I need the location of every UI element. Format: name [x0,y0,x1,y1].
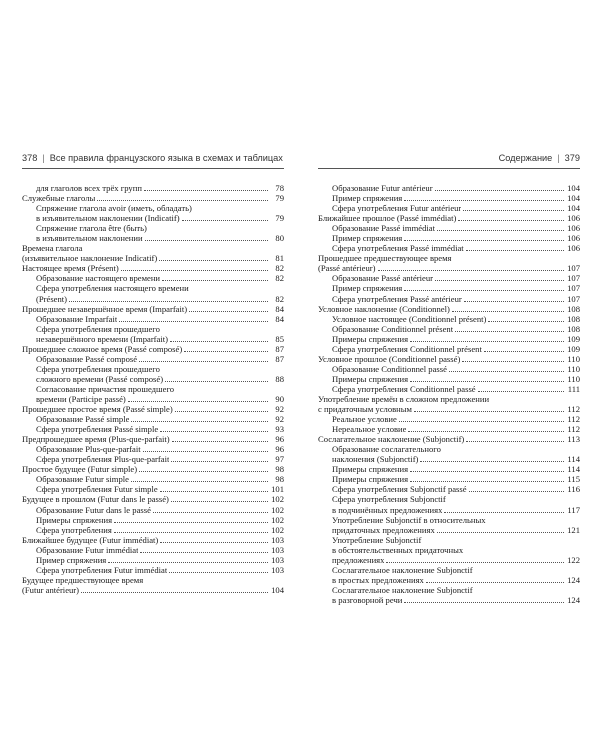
toc-entry [22,535,284,545]
dot-leader [399,421,564,422]
toc-entry-title: Прошедшее предшествующее время [318,253,452,264]
left-page-header [22,148,284,169]
right-page-header [318,148,580,169]
toc-entry [318,203,580,213]
toc-entry-title: Сфера употребления [36,524,112,535]
toc-page-number: 98 [275,474,284,485]
toc-entry-title: Прошедшее незавершённое время (Imparfait) [22,303,188,314]
toc-entry [318,233,580,243]
dot-leader [143,451,268,452]
toc-entry-title: Сфера употребления Conditionnel présent [332,343,482,354]
toc-entry-title: времени (Participe passé) [36,393,126,404]
toc-page-number: 103 [271,554,284,565]
toc-entry-title: Пример спряжения [36,554,107,565]
dot-leader [169,572,268,573]
toc-entry-title: Примеры спряжения [36,514,113,525]
dot-leader [435,190,564,191]
toc-entry [22,314,284,324]
book-title: Все правила французского языка в схемах и таблицах [49,153,283,163]
dot-leader [426,582,564,583]
dot-leader [469,491,564,492]
toc-entry-title: Образование Plus-que-parfait [36,444,141,455]
toc-entry [22,515,284,525]
dot-leader [462,361,564,362]
toc-page-number: 92 [275,414,284,425]
toc-entry-title: Реальное условие [332,414,397,425]
toc-page-number: 104 [567,203,580,214]
dot-leader [458,220,564,221]
toc-entry-title: Примеры спряжения [332,474,409,485]
toc-page-number: 108 [567,303,580,314]
toc-page-number: 107 [567,293,580,304]
toc-entry [22,454,284,464]
toc-page-number: 81 [275,253,284,264]
dot-leader [410,341,564,342]
toc-entry [318,273,580,283]
toc-page-number: 103 [271,564,284,575]
toc-entry [22,434,284,444]
toc-page-number: 112 [567,404,580,415]
left-page-number: 378 [22,153,38,163]
dot-leader [408,431,564,432]
toc-entry-title: Спряжение глагола avoir (иметь, обладать) [36,203,192,214]
toc-entry [22,555,284,565]
toc-entry [22,525,284,535]
dot-leader [69,301,268,302]
dot-leader [160,431,268,432]
toc-entry [318,314,580,324]
toc-page-number: 79 [275,213,284,224]
toc-entry [22,273,284,283]
toc-page-number: 106 [567,223,580,234]
toc-entry-title: (Passé antérieur) [318,263,376,274]
toc-entry-title: в изъявительном наклонении (Indicatif) [36,213,180,224]
toc-page-number: 82 [275,293,284,304]
toc-entry [22,263,284,273]
dot-leader [404,602,564,603]
toc-entry-title: предложениях [332,554,385,565]
toc-entry-title: Сослагательное наклонение Subjonctif [332,584,473,595]
toc-page-number: 124 [567,594,580,605]
dot-leader [410,471,564,472]
dot-leader [437,532,564,533]
toc-entry [318,394,580,414]
dot-leader [144,190,268,191]
right-page [318,148,580,605]
dot-leader [165,381,268,382]
toc-entry [318,304,580,314]
toc-entry-title: (Futur antérieur) [22,584,80,595]
toc-entry-title: (изъявительное наклонение Indicatif) [22,253,158,264]
toc-entry-title: Сослагательное наклонение Subjonctif [332,564,473,575]
toc-entry [22,344,284,354]
toc-entry [318,535,580,565]
toc-entry-title: Пример спряжения [332,233,403,244]
toc-entry [22,484,284,494]
toc-entry [318,183,580,193]
toc-entry-title: Образование Passé immédiat [332,223,435,234]
toc-entry-title: Образование Futur immédiat [36,544,139,555]
toc-page-number: 85 [275,333,284,344]
toc-entry-title: в разговорной речи [332,594,403,605]
toc-page-number: 124 [567,574,580,585]
toc-entry [318,515,580,535]
toc-entry-title: Примеры спряжения [332,464,409,475]
toc-entry [318,364,580,374]
toc-page-number: 108 [567,323,580,334]
toc-entry-title: Сфера употребления Conditionnel passé [332,383,476,394]
toc-entry-title: Спряжение глагола être (быть) [36,223,147,234]
toc-entry [22,414,284,424]
dot-leader [437,230,564,231]
toc-entry-title: Образование Futur simple [36,474,129,485]
toc-page-number: 110 [567,353,580,364]
toc-entry-title: Образование настоящего времени [36,273,161,284]
toc-page-number: 101 [271,484,284,495]
toc-entry [318,464,580,474]
toc-entry-title: Образование Imparfait [36,313,118,324]
dot-leader [160,491,268,492]
dot-leader [140,552,268,553]
toc-page-number: 78 [275,183,284,193]
toc-entry-title: Служебные глаголы [22,193,96,204]
toc-entry [318,223,580,233]
toc-entry [22,404,284,414]
toc-entry [22,354,284,364]
toc-entry-title: Будущее предшествующее время [22,574,144,585]
toc-entry [22,243,284,263]
toc-page-number: 107 [567,283,580,294]
toc-entry-title: Сфера употребления настоящего времени [36,283,189,294]
dot-leader [464,301,564,302]
toc-entry [318,324,580,334]
toc-page-number: 102 [271,494,284,505]
toc-entry-title: Сфера употребления Passé antérieur [332,293,462,304]
dot-leader [414,411,564,412]
toc-page-number: 98 [275,464,284,475]
toc-entry-title: Образование Passé antérieur [332,273,434,284]
dot-leader [404,200,564,201]
toc-entry [318,424,580,434]
toc-entry [318,585,580,605]
toc-entry-title: Сфера употребления Passé immédiat [332,243,464,254]
toc-page-number: 84 [275,303,284,314]
toc-page-number: 82 [275,273,284,284]
toc-entry-title: Условное наклонение (Conditionnel) [318,303,450,314]
toc-entry-title: Условное прошлое (Conditionnel passé) [318,353,461,364]
dot-leader [145,240,268,241]
toc-entry [318,474,580,484]
toc-entry [318,444,580,464]
dot-leader [159,260,268,261]
dot-leader [463,210,564,211]
toc-page-number: 87 [275,343,284,354]
toc-entry-title: Образование Futur antérieur [332,183,433,193]
dot-leader [139,361,268,362]
dot-leader [162,280,268,281]
toc-entry-title: Ближайшее прошлое (Passé immédiat) [318,213,457,224]
toc-entry [22,575,284,595]
section-title: Содержание [498,153,553,163]
toc-page-number: 111 [567,383,580,394]
toc-page-number: 102 [271,514,284,525]
left-page [22,148,284,595]
toc-page-number: 106 [567,233,580,244]
toc-entry-title: Нереальное условие [332,424,407,435]
toc-entry-title: (Présent) [36,293,68,304]
toc-entry-title: Образование Passé simple [36,414,130,425]
right-page-number: 379 [564,153,580,163]
toc-entry [22,384,284,404]
toc-page-number: 114 [567,454,580,465]
toc-page-number: 104 [567,193,580,204]
dot-leader [81,592,268,593]
dot-leader [449,371,564,372]
toc-entry-title: Сфера употребления Plus-que-parfait [36,454,170,465]
left-toc [22,183,284,595]
dot-leader [420,461,564,462]
dot-leader [114,522,268,523]
toc-entry-title: Условное настоящее (Conditionnel présent) [332,313,487,324]
toc-entry-title: в простых предложениях [332,574,424,585]
toc-entry [22,424,284,434]
dot-leader [444,512,564,513]
toc-entry [22,494,284,504]
toc-entry [318,294,580,304]
toc-page-number: 121 [567,524,580,535]
toc-page-number: 112 [567,414,580,425]
dot-leader [484,351,564,352]
dot-leader [153,512,268,513]
dot-leader [466,250,564,251]
toc-entry-title: Сфера употребления Subjonctif [332,494,446,505]
toc-entry-title: Будущее в прошлом (Futur dans le passé) [22,494,169,505]
toc-entry [318,283,580,293]
toc-entry-title: Сфера употребления Subjonctif passé [332,484,467,495]
dot-leader [175,411,268,412]
dot-leader [114,532,268,533]
toc-entry-title: Образование сослагательного [332,444,441,455]
toc-page-number: 110 [567,363,580,374]
toc-entry-title: наклонения (Subjonctif) [332,454,419,465]
toc-page-number: 97 [275,454,284,465]
dot-leader [404,240,564,241]
toc-entry [22,304,284,314]
toc-page-number: 88 [275,373,284,384]
dot-leader [189,311,268,312]
dot-leader [139,471,268,472]
toc-page-number: 93 [275,424,284,435]
toc-entry-title: Сфера употребления прошедшего [36,323,160,334]
toc-entry-title: Сфера употребления Futur simple [36,484,158,495]
toc-entry [22,505,284,515]
book-spread [22,148,580,618]
dot-leader [119,321,268,322]
toc-entry [318,384,580,394]
toc-entry-title: в изъявительном наклонении [36,233,143,244]
toc-entry-title: Настоящее время (Présent) [22,263,119,274]
toc-entry [22,223,284,243]
toc-entry-title: Сфера употребления Futur antérieur [332,203,462,214]
toc-entry-title: Предпрошедшее время (Plus-que-parfait) [22,434,170,445]
toc-page-number: 116 [567,484,580,495]
toc-entry-title: Сфера употребления Passé simple [36,424,159,435]
toc-page-number: 104 [567,183,580,193]
dot-leader [378,270,564,271]
toc-entry-title: с придаточным условным [318,404,412,415]
toc-entry-title: сложного времени (Passé composé) [36,373,164,384]
toc-entry-title: для глаголов всех трёх групп [36,183,142,193]
toc-entry-title: Примеры спряжения [332,333,409,344]
toc-entry [22,324,284,344]
toc-page-number: 102 [271,524,284,535]
toc-entry-title: Пример спряжения [332,283,403,294]
toc-entry-title: Ближайшее будущее (Futur immédiat) [22,534,159,545]
dot-leader [182,220,268,221]
toc-page-number: 107 [567,263,580,274]
toc-page-number: 115 [567,474,580,485]
toc-entry [318,354,580,364]
toc-entry-title: придаточных предложениях [332,524,435,535]
toc-page-number: 90 [275,393,284,404]
dot-leader [131,481,268,482]
dot-leader [171,461,268,462]
toc-entry-title: Согласование причастия прошедшего [36,383,175,394]
toc-entry-title: Сослагательное наклонение (Subjonctif) [318,434,465,445]
toc-entry [318,193,580,203]
toc-page-number: 84 [275,313,284,324]
toc-entry-title: Прошедшее сложное время (Passé composé) [22,343,183,354]
toc-page-number: 87 [275,353,284,364]
toc-page-number: 92 [275,404,284,415]
dot-leader [452,311,564,312]
dot-leader [410,481,564,482]
dot-leader [455,331,564,332]
dot-leader [488,321,564,322]
dot-leader [404,290,564,291]
toc-entry-title: Образование Futur dans le passé [36,504,151,515]
toc-entry [318,434,580,444]
dot-leader [410,381,564,382]
toc-entry-title: Примеры спряжения [332,373,409,384]
toc-page-number: 82 [275,263,284,274]
toc-entry [22,464,284,474]
toc-entry [22,545,284,555]
dot-leader [121,270,268,271]
toc-entry-title: незавершённого времени (Imparfait) [36,333,168,344]
toc-entry-title: Употребление времён в сложном предложении [318,393,490,404]
toc-page-number: 122 [567,554,580,565]
toc-entry-title: в подчинённых предложениях [332,504,443,515]
toc-page-number: 79 [275,193,284,204]
toc-entry-title: Образование Conditionnel présent [332,323,454,334]
dot-leader [466,441,564,442]
toc-entry [22,183,284,193]
toc-page-number: 96 [275,434,284,445]
dot-leader [171,501,268,502]
toc-entry [318,565,580,585]
header-separator: | [42,153,45,163]
toc-entry [22,474,284,484]
toc-entry-title: Времена глагола [22,243,83,254]
dot-leader [435,280,564,281]
toc-entry-title: Образование Passé composé [36,353,138,364]
dot-leader [386,562,564,563]
toc-page-number: 109 [567,343,580,354]
dot-leader [160,542,268,543]
dot-leader [184,351,268,352]
toc-page-number: 109 [567,333,580,344]
toc-entry [22,565,284,575]
toc-entry-title: Пример спряжения [332,193,403,204]
toc-entry [318,243,580,253]
toc-page-number: 110 [567,373,580,384]
toc-entry [22,444,284,454]
toc-entry [22,283,284,303]
toc-entry [318,494,580,514]
toc-entry-title: Образование Conditionnel passé [332,363,447,374]
toc-entry [22,203,284,223]
toc-page-number: 102 [271,504,284,515]
toc-page-number: 112 [567,424,580,435]
toc-page-number: 104 [271,584,284,595]
toc-page-number: 80 [275,233,284,244]
dot-leader [172,441,268,442]
toc-entry-title: Сфера употребления прошедшего [36,363,160,374]
toc-entry-title: Сфера употребления Futur immédiat [36,564,168,575]
toc-page-number: 113 [567,434,580,445]
toc-page-number: 117 [567,504,580,515]
toc-page-number: 108 [567,313,580,324]
header-separator: | [557,153,560,163]
toc-entry [318,414,580,424]
toc-page-number: 114 [567,464,580,475]
right-toc [318,183,580,605]
toc-entry-title: Прошедшее простое время (Passé simple) [22,404,173,415]
dot-leader [131,421,268,422]
toc-page-number: 106 [567,243,580,254]
toc-page-number: 96 [275,444,284,455]
toc-entry [318,213,580,223]
toc-page-number: 103 [271,534,284,545]
dot-leader [170,341,268,342]
toc-entry [22,364,284,384]
toc-entry [318,334,580,344]
toc-entry-title: Употребление Subjonctif [332,534,422,545]
dot-leader [108,562,268,563]
toc-entry [318,484,580,494]
toc-page-number: 107 [567,273,580,284]
toc-entry-title: в обстоятельственных придаточных [332,544,464,555]
toc-entry [22,193,284,203]
toc-entry [318,253,580,273]
toc-page-number: 103 [271,544,284,555]
toc-entry-title: Простое будущее (Futur simple) [22,464,138,475]
dot-leader [97,200,268,201]
dot-leader [128,401,268,402]
toc-entry [318,344,580,354]
toc-page-number: 106 [567,213,580,224]
dot-leader [478,391,564,392]
toc-entry [318,374,580,384]
toc-entry-title: Употребление Subjonctif в относительных [332,514,486,525]
